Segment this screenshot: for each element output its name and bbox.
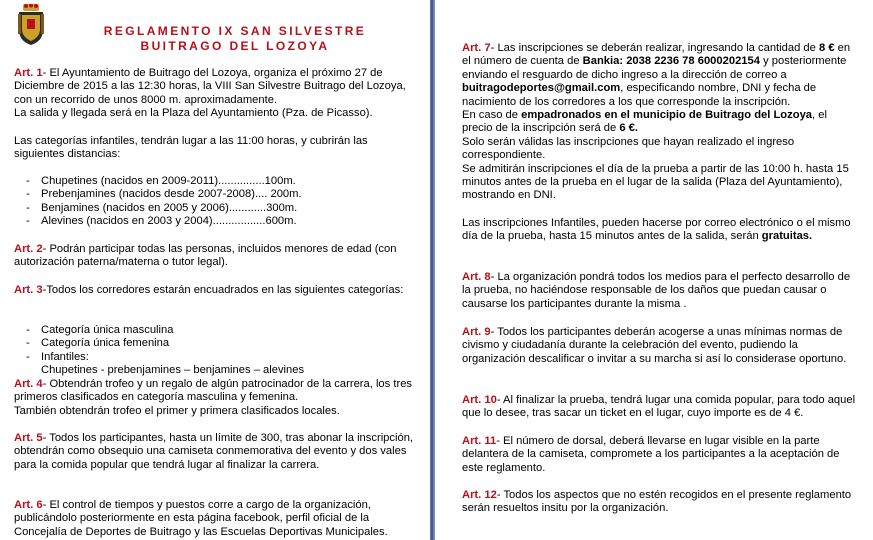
article-10-text: - Al finalizar la prueba, tendrá lugar una comida popular, para todo aquel que lo desee, tras sacar un ticket en el lugar, cuyo importe es de 4 €. bbox=[462, 394, 856, 420]
article-5-text: - Todos los participantes, hasta un límite de 300, tras abonar la inscripción, obtendrán como obsequio una camiseta conmemorativa del evento y dos vales para la comida popular que tendrá lugar al finalizar la carrera. bbox=[14, 432, 414, 471]
fee-amount: 8 € bbox=[818, 42, 835, 54]
list-item: - Categoría única femenina bbox=[14, 337, 414, 350]
article-4-line2: También obtendrán trofeo el primer y primera clasificados locales. bbox=[14, 404, 340, 417]
free-label: gratuitas. bbox=[761, 230, 813, 243]
list-item: - Chupetines (nacidos en 2009-2011)...............100m. bbox=[14, 175, 414, 188]
article-10 bbox=[462, 394, 860, 421]
article-1 bbox=[14, 67, 414, 121]
article-8-label: Art. 8 bbox=[462, 271, 491, 283]
article-12 bbox=[462, 489, 860, 516]
article-7-text: , el precio de la inscripción será de bbox=[462, 109, 827, 135]
document-title-line1: REGLAMENTO IX SAN SILVESTRE bbox=[103, 24, 367, 38]
article-7-text: y posteriormente enviando el resguardo de dicho ingreso a la dirección de correo a bbox=[462, 55, 847, 81]
article-7-text: , especificando nombre, DNI y fecha de nacimiento de los corredores a los que corresponde la inscripción. bbox=[462, 82, 817, 108]
article-3-label: Art. 3 bbox=[14, 284, 43, 296]
article-7-text: - Las inscripciones se deberán realizar, ingresando la cantidad de bbox=[490, 42, 819, 54]
article-1-line2: La salida y llegada será en la Plaza del Ayuntamiento (Pza. de Picasso). bbox=[14, 107, 373, 120]
infantiles-text: Chupetines - prebenjamines – benjamines – alevines bbox=[41, 364, 305, 377]
article-8-text: - La organización pondrá todos los medios para el perfecto desarrollo de la prueba, no haciéndose responsable de los daños que puedan causar o causarse los participantes durante la misma . bbox=[462, 271, 851, 310]
article-6-text: - El control de tiempos y puestos corre a cargo de la organización, publicándolo posteriormente en esta página facebook, perfil oficial de la Concejalía de Deportes de Buitrago y las Escuelas Deportivas Municipales. bbox=[14, 499, 388, 538]
bank-account: Bankia: 2038 2236 78 6000202154 bbox=[582, 55, 760, 68]
contact-email: buitragodeportes@gmail.com bbox=[462, 82, 621, 95]
article-6-label: Art. 6 bbox=[14, 499, 43, 511]
article-7-text: Las inscripciones Infantiles, pueden hacerse por correo electrónico o el mismo día de la prueba, hasta 15 minutos antes de la salida, serán bbox=[462, 217, 851, 243]
article-5-label: Art. 5 bbox=[14, 432, 43, 444]
article-4 bbox=[14, 378, 414, 418]
list-item: - Prebenjamines (nacidos desde 2007-2008).... 200m. bbox=[14, 188, 414, 201]
column-divider bbox=[430, 0, 435, 540]
list-item: - Alevines (nacidos en 2003 y 2004).................600m. bbox=[14, 215, 414, 228]
article-11-label: Art. 11 bbox=[462, 435, 497, 447]
article-2-text: - Podrán participar todas las personas, incluidos menores de edad (con autorización paterna/materna o tutor legal). bbox=[14, 243, 397, 269]
distances-list bbox=[14, 175, 414, 229]
document-title-line2: BUITRAGO DEL LOZOYA bbox=[140, 39, 330, 53]
article-7-text: en el número de cuenta de bbox=[462, 42, 851, 68]
article-9-text: - Todos los participantes deberán acogerse a unas mínimas normas de civismo y ciudadanía durante la celebración del evento, pudiendo la organización descalificar o invitar a su marcha si así lo considerase oportuno. bbox=[462, 326, 847, 365]
article-7-same-day: Se admitirán inscripciones el día de la prueba a partir de las 10:00 h. hasta 15 minutos antes de la prueba en el lugar de la salida (Plaza del Ayuntamiento), mostrando en DNI. bbox=[462, 162, 849, 202]
article-7-text: En caso de bbox=[462, 109, 522, 122]
article-12-text: - Todos los aspectos que no estén recogidos en el presente reglamento serán resueltos insitu por la organización. bbox=[462, 489, 852, 515]
article-7-label: Art. 7 bbox=[462, 42, 491, 54]
article-7-infantiles bbox=[462, 217, 860, 244]
article-2-label: Art. 2 bbox=[14, 243, 43, 255]
article-3-text: -Todos los corredores estarán encuadrados en las siguientes categorías: bbox=[42, 284, 404, 296]
infantiles-list bbox=[14, 364, 414, 377]
article-8 bbox=[462, 271, 860, 311]
article-4-label: Art. 4 bbox=[14, 378, 43, 390]
article-7-valid: Solo serán válidas las inscripciones que hayan realizado el ingreso correspondiente. bbox=[462, 135, 795, 162]
list-item: - Benjamines (nacidos en 2005 y 2006)............300m. bbox=[14, 202, 414, 215]
categories-intro: Las categorías infantiles, tendrán lugar a las 11:00 horas, y cubrirán las siguientes distancias: bbox=[14, 135, 368, 161]
coat-of-arms-icon bbox=[16, 4, 46, 46]
article-12-label: Art. 12 bbox=[462, 489, 497, 501]
article-11-text: - El número de dorsal, deberá llevarse en lugar visible en la parte delantera de la camiseta, compromete a los participantes a la aceptación de este reglamento. bbox=[462, 435, 840, 474]
article-4-text: - Obtendrán trofeo y un regalo de algún patrocinador de la carrera, los tres primeros clasificados en categoría masculina y femenina. bbox=[14, 378, 413, 404]
article-1-text: - El Ayuntamiento de Buitrago del Lozoya, organiza el próximo 27 de Diciembre de 2015 a las 12:30 horas, la VIII San Silvestre Buitrago del Lozoya, con un recorrido de unos 8000 m. aproximadamente. bbox=[14, 67, 406, 106]
article-6 bbox=[14, 499, 414, 539]
list-item: - Categoría única masculina bbox=[14, 324, 414, 337]
local-price: 6 €. bbox=[619, 122, 639, 135]
article-1-label: Art. 1 bbox=[14, 67, 43, 79]
article-10-label: Art. 10 bbox=[462, 394, 497, 406]
article-2 bbox=[14, 243, 414, 270]
empadronados-text: empadronados en el municipio de Buitrago del Lozoya bbox=[521, 109, 813, 122]
article-9 bbox=[462, 326, 860, 366]
categories-list bbox=[14, 324, 414, 378]
article-7 bbox=[462, 42, 860, 203]
article-11 bbox=[462, 435, 860, 475]
article-9-label: Art. 9 bbox=[462, 326, 491, 338]
article-5 bbox=[14, 432, 414, 472]
article-3 bbox=[14, 284, 414, 297]
list-item: - Infantiles: bbox=[14, 351, 414, 364]
